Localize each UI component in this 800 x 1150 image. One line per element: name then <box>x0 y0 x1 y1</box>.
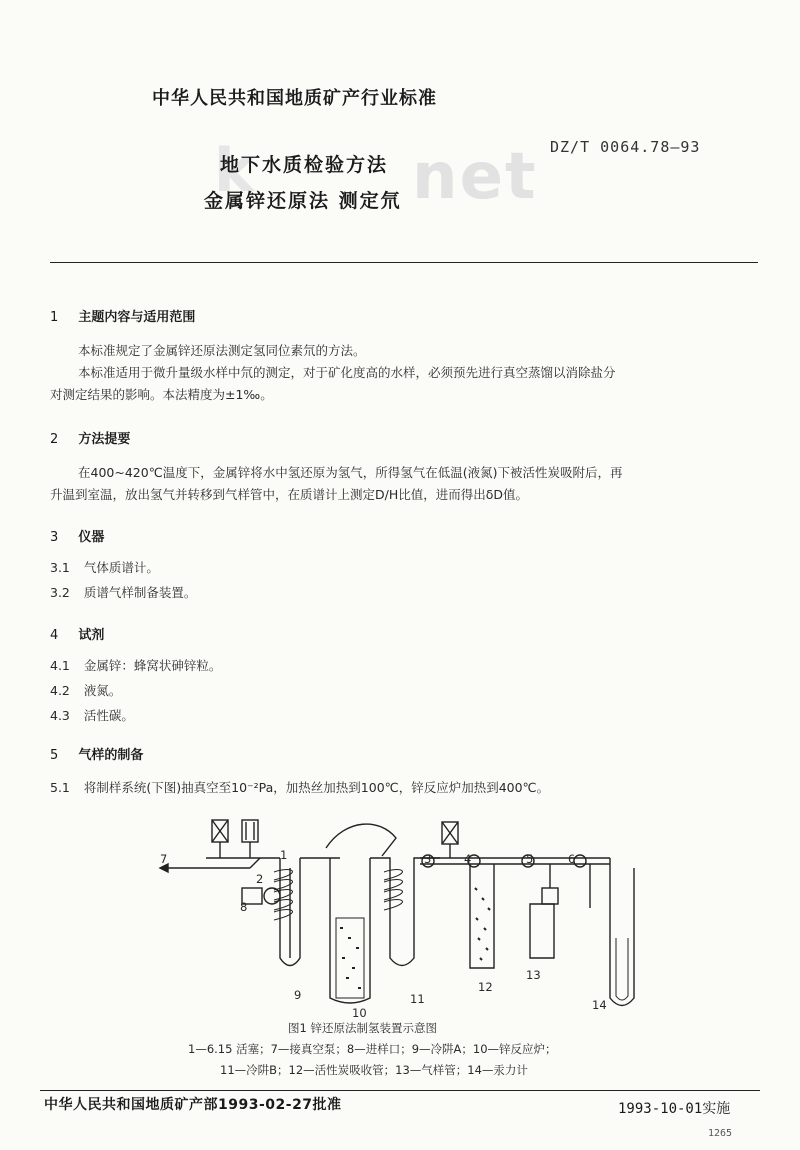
section-number: 2 <box>50 432 59 447</box>
section-number: 1 <box>50 310 59 325</box>
document-title-line2: 金属锌还原法 测定氘 <box>204 190 402 212</box>
figure-label: 3 <box>424 852 432 866</box>
figure-label: 2 <box>256 872 264 886</box>
list-item: 3.2 质谱气样制备装置。 <box>50 585 197 600</box>
figure-label: 5 <box>526 852 534 866</box>
section-number: 3 <box>50 530 59 545</box>
figure-label: 9 <box>294 988 302 1002</box>
effective-date: 1993-10-01实施 <box>618 1101 731 1117</box>
manometer <box>590 858 634 1006</box>
section-title: 主题内容与适用范围 <box>78 310 196 325</box>
section-title: 方法提要 <box>78 432 131 447</box>
paragraph: 本标准规定了金属锌还原法测定氢同位素氘的方法。 <box>78 343 366 358</box>
section-title: 试剂 <box>78 628 105 643</box>
figure-label: 8 <box>240 900 248 914</box>
agency-header: 中华人民共和国地质矿产行业标准 <box>152 88 437 109</box>
figure-legend-line2: 11—冷阱B；12—活性炭吸收管；13—气样管；14—汞力计 <box>220 1063 528 1077</box>
paragraph: 本标准适用于微升量级水样中氘的测定，对于矿化度高的水样，必须预先进行真空蒸馏以消除盐分 <box>78 365 616 380</box>
figure-label: 10 <box>352 1006 367 1020</box>
section-1-body <box>50 340 762 406</box>
figure-label: 4 <box>464 852 472 866</box>
watermark-k: k <box>214 136 254 206</box>
section-number: 5 <box>50 748 59 763</box>
figure-label: 7 <box>160 852 168 866</box>
list-item: 4.3 活性碳。 <box>50 708 134 723</box>
approval-date: 中华人民共和国地质矿产部1993-02-27批准 <box>44 1097 342 1113</box>
section-3-heading <box>50 526 104 545</box>
figure-caption: 图1 锌还原法制氢装置示意图 <box>288 1021 437 1035</box>
section-2-body <box>50 462 762 506</box>
section-number: 4 <box>50 628 59 643</box>
section-5-heading <box>50 744 143 763</box>
zinc-fill <box>336 918 364 998</box>
figure-label: 1 <box>280 848 288 862</box>
section-1-heading <box>50 306 195 325</box>
section-2-heading <box>50 428 130 447</box>
charcoal-tube <box>470 864 494 968</box>
list-item: 3.1 气体质谱计。 <box>50 560 159 575</box>
footer-divider <box>40 1090 760 1091</box>
document-title-line1: 地下水质检验方法 <box>220 154 389 176</box>
list-item: 4.2 液氮。 <box>50 683 122 698</box>
valve-icon <box>542 888 558 904</box>
page-number: 1265 <box>708 1128 733 1139</box>
figure-label: 6 <box>568 852 576 866</box>
section-4-heading <box>50 624 104 643</box>
apparatus-diagram <box>150 808 650 1023</box>
cold-trap-b <box>370 858 440 966</box>
header-divider <box>50 262 758 263</box>
paragraph: 升温到室温，放出氢气并转移到气样管中，在质谱计上测定D/H比值，进而得出δD值。 <box>50 487 529 502</box>
figure-label: 11 <box>410 992 425 1006</box>
list-item: 4.1 金属锌：蜂窝状砷锌粒。 <box>50 658 222 673</box>
heater-hook <box>326 824 396 856</box>
figure-label: 12 <box>478 980 493 994</box>
figure-legend-line1: 1—6.15 活塞；7—接真空泵；8—进样口；9—冷阱A；10—锌反应炉； <box>188 1042 557 1056</box>
paragraph: 对测定结果的影响。本法精度为±1‰。 <box>50 387 273 402</box>
paragraph: 在400~420℃温度下，金属锌将水中氢还原为氢气，所得氢气在低温(液氮)下被活性炭吸附后，再 <box>78 465 623 480</box>
figure-label: 13 <box>526 968 541 982</box>
valve-icon <box>242 820 258 842</box>
list-item: 5.1 将制样系统(下图)抽真空至10⁻²Pa，加热丝加热到100℃，锌反应炉加热到400℃。 <box>50 780 550 795</box>
figure-label: 14 <box>592 998 607 1012</box>
section-title: 仪器 <box>78 530 105 545</box>
gas-sample-tube <box>530 904 554 958</box>
standard-number: DZ/T 0064.78—93 <box>550 138 701 156</box>
section-title: 气样的制备 <box>78 748 144 763</box>
watermark: net <box>412 140 538 214</box>
valve-icon <box>574 855 586 867</box>
